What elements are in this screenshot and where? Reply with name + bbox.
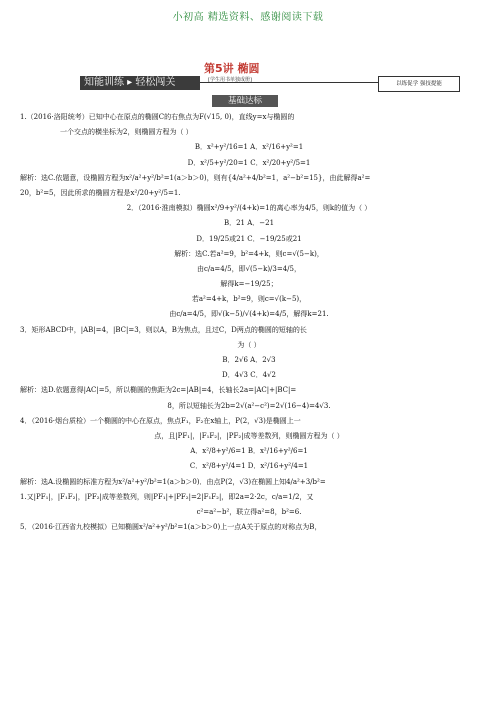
- option-line: D．x²/5+y²/20=1 C．x²/20+y²/5=1: [187, 158, 311, 167]
- banner-left-label: 知能训练 ▸ 轻松闯关: [80, 76, 200, 90]
- problem-body: [20, 110, 478, 535]
- text-line: 为（ ）: [237, 340, 261, 349]
- chapter-subtitle: [学生用书单独成册]: [208, 77, 252, 83]
- text-line: 4．（2016·烟台质检）一个椭圆的中心在原点，焦点F₁，F₂在x轴上，P(2，√3)是椭圆上一: [20, 416, 301, 425]
- option-line: A．x²/8+y²/6=1 B．x²/16+y²/6=1: [190, 447, 308, 456]
- solution-line: 8，所以短轴长为2b=2√(a²−c²)=2√(16−4)=4√3.: [167, 401, 331, 410]
- solution-line: 若a²=4+k，b²=9，则c=√(k−5)，: [191, 295, 307, 304]
- section-label: 基础达标: [212, 95, 278, 107]
- text-line: 点，且|PF₁|，|F₁F₂|，|PF₂|成等差数列，则椭圆方程为（ ）: [154, 431, 344, 440]
- text-line: 5．（2016·江西省九校模拟）已知椭圆x²/a²+y²/b²=1(a＞b＞0)上一点A关于原点的对称点为B，: [20, 523, 322, 532]
- option-line: D．19/25或21 C．−19/25或21: [196, 234, 302, 243]
- option-line: B．21 A．−21: [223, 219, 275, 228]
- solution-line: c²=a²−b²，联立得a²=8，b²=6.: [196, 507, 302, 516]
- option-line: D．4√3 C．4√2: [222, 371, 276, 380]
- solution-line: 20，b²=5，因此所求的椭圆方程是x²/20+y²/5=1.: [20, 188, 181, 197]
- banner-right-label: 以练促学 强技提能: [378, 76, 460, 92]
- text-line: 1.（2016·洛阳统考）已知中心在原点的椭圆C的右焦点为F(√15, 0)，直线y=x与椭圆的: [20, 113, 295, 121]
- page-header: 小初高 精选资料、感谢阅读下载: [172, 12, 324, 23]
- solution-line: 由c/a=4/5，即√(k−5)/√(4+k)=4/5，解得k=21.: [169, 310, 329, 319]
- option-line: B．x²+y²/16=1 A．x²/16+y²=1: [194, 143, 304, 152]
- solution-line: 由c/a=4/5，即√(5−k)/3=4/5，: [196, 264, 301, 273]
- solution-line: 解析：选C.依题意，设椭圆方程为x²/a²+y²/b²=1(a＞b＞0)，则有{4/a²+4/b²=1，a²−b²=15}，由此解得a²=: [20, 173, 371, 182]
- chapter-title: 第5讲 椭圆: [204, 62, 260, 75]
- solution-line: 解析：选C.若a²=9，b²=4+k，则c=√(5−k)，: [174, 249, 324, 258]
- solution-line: 解析：选D.依题意得|AC|=5，所以椭圆的焦距为2c=|AB|=4，长轴长2a=|AC|+|BC|=: [20, 386, 297, 395]
- solution-line: 1.又|PF₁|，|F₁F₂|，|PF₂|成等差数列，则|PF₁|+|PF₂|=2|F₁F₂|，即2a=2·2c，c/a=1/2，又: [20, 492, 314, 501]
- solution-line: 解得k=−19/25；: [220, 280, 278, 289]
- text-line: 2．（2016·淮南模拟）椭圆x²/9+y²/(4+k)=1的离心率为4/5，则k的值为（ ）: [126, 204, 372, 213]
- solution-line: 解析：选A.设椭圆的标准方程为x²/a²+y²/b²=1(a＞b＞0)．由点P(2，√3)在椭圆上知4/a²+3/b²=: [20, 477, 326, 486]
- text-line: 一个交点的横坐标为2，则椭圆方程为（ ）: [60, 128, 193, 137]
- option-line: C．x²/8+y²/4=1 D．x²/16+y²/4=1: [189, 462, 309, 471]
- text-line: 3．矩形ABCD中，|AB|=4，|BC|=3，则以A，B为焦点，且过C，D两点的椭圆的短轴的长: [20, 325, 307, 334]
- chapter-banner: [80, 62, 460, 92]
- option-line: B．2√6 A．2√3: [222, 356, 276, 364]
